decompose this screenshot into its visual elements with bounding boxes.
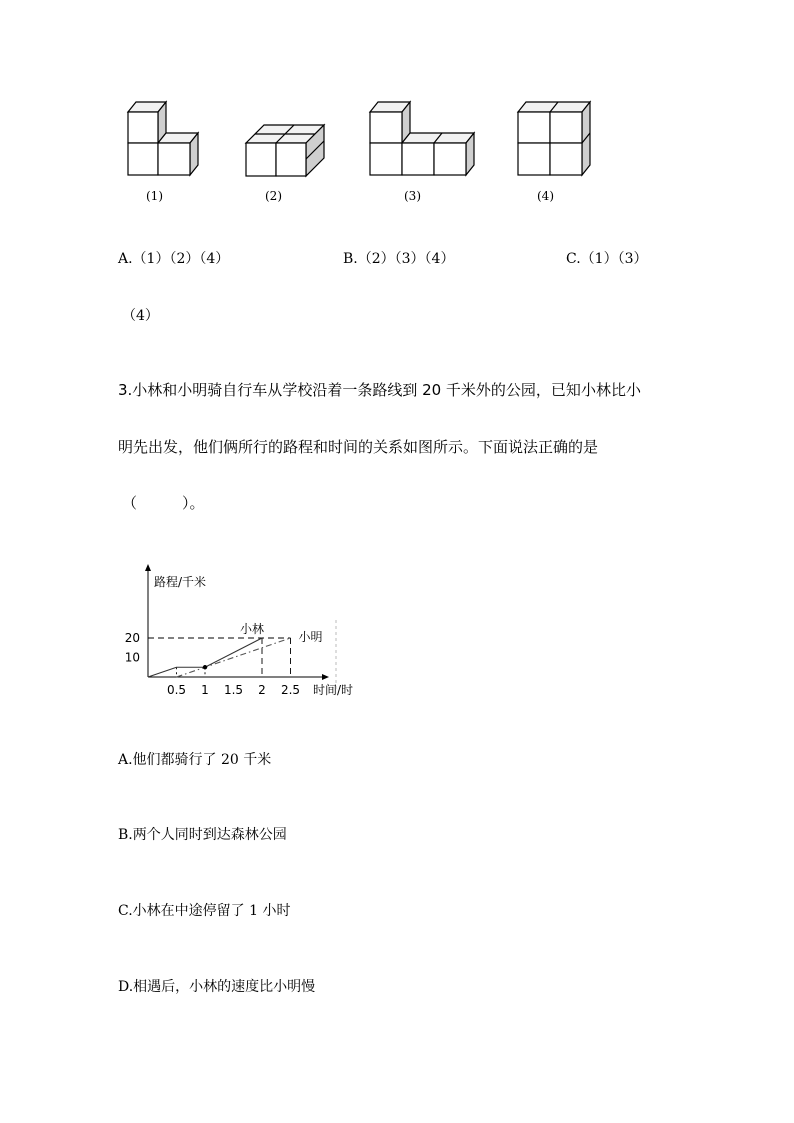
q3-option-d: D.相遇后，小林的速度比小明慢 <box>118 979 316 995</box>
cube-figure-4 <box>512 96 602 186</box>
figure-label-2: (2) <box>265 189 282 203</box>
q2-option-b: B.（2）（3）（4） <box>343 251 455 267</box>
q3-text-line-1: 3.小林和小明骑自行车从学校沿着一条路线到 20 千米外的公园，已知小林比小 <box>118 381 641 399</box>
figure-label-4: (4) <box>537 189 554 203</box>
y-tick-label: 20 <box>124 631 140 645</box>
q3-text-line-2: 明先出发，他们俩所行的路程和时间的关系如图所示。下面说法正确的是 <box>118 438 599 456</box>
q3-answer-blank: （ ）。 <box>122 494 205 512</box>
distance-time-graph <box>108 560 368 700</box>
x-axis-arrow <box>322 674 329 680</box>
series-label-1: 小林 <box>240 622 265 636</box>
series-line-1 <box>148 638 262 677</box>
x-tick-label: 2.5 <box>280 683 301 697</box>
x-tick-label: 1 <box>201 683 209 697</box>
y-tick-label: 10 <box>124 650 140 665</box>
cube-figure-2 <box>240 116 335 186</box>
x-tick-label: 2 <box>258 683 266 697</box>
y-axis-label: 路程/千米 <box>154 575 207 589</box>
q2-option-c-continued: （4） <box>122 308 159 324</box>
y-axis-arrow <box>145 564 151 571</box>
figure-label-3: (3) <box>404 189 421 203</box>
series-label-2: 小明 <box>298 630 323 644</box>
x-axis-label: 时间/时 <box>313 683 354 697</box>
series-line-2 <box>177 638 291 677</box>
x-tick-label: 0.5 <box>166 683 187 697</box>
meeting-point <box>203 665 207 669</box>
q2-option-a: A.（1）（2）（4） <box>118 251 230 267</box>
q3-option-b: B.两个人同时到达森林公园 <box>118 827 287 843</box>
cube-figure-1 <box>120 96 210 186</box>
q3-option-a: A.他们都骑行了 20 千米 <box>118 752 272 768</box>
cube-figure-3 <box>362 96 482 186</box>
q2-option-c: C.（1）（3） <box>566 251 648 267</box>
figure-label-1: (1) <box>146 189 163 203</box>
x-tick-label: 1.5 <box>223 683 244 697</box>
q3-option-c: C.小林在中途停留了 1 小时 <box>118 903 291 919</box>
